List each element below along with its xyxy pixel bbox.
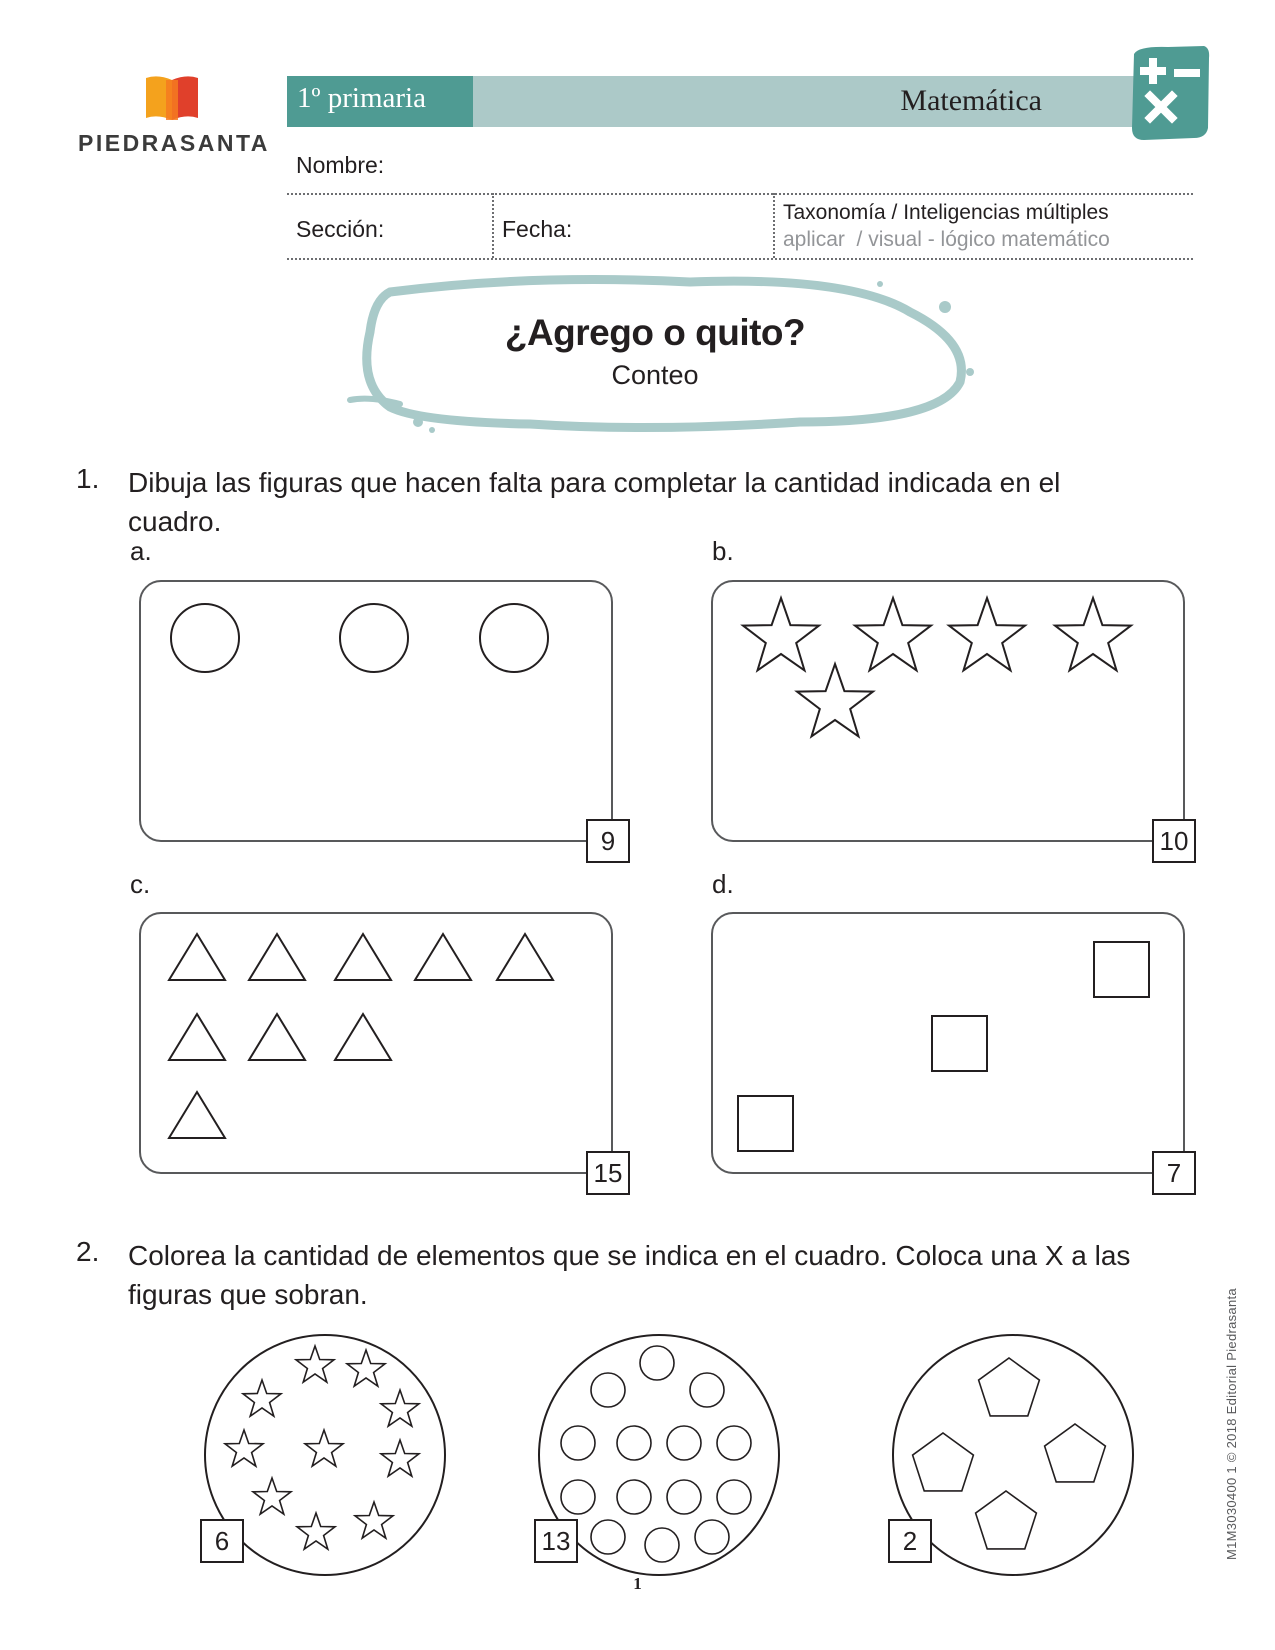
item-letter: b.: [712, 536, 734, 566]
divider: [773, 193, 775, 258]
question-number: 1.: [76, 463, 100, 494]
publisher-name: PIEDRASANTA: [78, 130, 270, 156]
circle-shape: [617, 1426, 651, 1460]
triangle-shape: [249, 934, 305, 980]
square-shape: [1094, 942, 1149, 997]
circle-shapes: [141, 582, 611, 840]
copyright-text: M1M3030400 1 © 2018 Editorial Piedrasanta: [1224, 1288, 1239, 1560]
question-instruction: Colorea la cantidad de elementos que se indica en el cuadro. Coloca una X a las figuras que sobran.: [128, 1240, 1131, 1310]
drawing-box-d[interactable]: [711, 912, 1185, 1174]
circle-shape: [171, 604, 239, 672]
circle-shape: [667, 1426, 701, 1460]
drawing-box-c[interactable]: [139, 912, 613, 1174]
star-shape: [381, 1390, 419, 1426]
section-label: Sección:: [296, 216, 385, 242]
drawing-box-a[interactable]: [139, 580, 613, 842]
triangle-shape: [415, 934, 471, 980]
star-shape: [743, 598, 819, 670]
star-shape: [296, 1346, 334, 1382]
triangle-shape: [249, 1014, 305, 1060]
grade-badge: [287, 76, 473, 127]
star-shape: [797, 664, 873, 736]
circle-shape: [695, 1520, 729, 1554]
star-shape: [355, 1502, 393, 1538]
target-number-box: 10: [1152, 819, 1196, 863]
page-number: 1: [633, 1574, 642, 1593]
triangle-shape: [335, 934, 391, 980]
circle-shape: [591, 1373, 625, 1407]
date-label: Fecha:: [502, 216, 573, 242]
circle-shape: [717, 1480, 751, 1514]
divider: [287, 193, 1193, 195]
triangle-shapes: [141, 914, 611, 1172]
drawing-box-b[interactable]: [711, 580, 1185, 842]
target-number-box: 9: [586, 819, 630, 863]
circle-shape: [690, 1373, 724, 1407]
target-number-box: 13: [534, 1519, 578, 1563]
target-number-box: 7: [1152, 1151, 1196, 1195]
brush-frame-icon: [330, 272, 980, 442]
pentagon-shape: [1045, 1424, 1106, 1482]
grade-label: 1º primaria: [297, 82, 426, 114]
star-shape: [305, 1430, 343, 1466]
circle-shape: [561, 1426, 595, 1460]
plus-minus-times-icon: [1128, 44, 1212, 144]
target-number-box: 6: [200, 1519, 244, 1563]
name-label: Nombre:: [296, 152, 385, 178]
taxonomy-values: aplicar / visual - lógico matemático: [783, 228, 1110, 251]
circle-shape: [617, 1480, 651, 1514]
pentagon-shape: [913, 1433, 974, 1491]
triangle-shape: [169, 934, 225, 980]
target-number-box: 15: [586, 1151, 630, 1195]
divider: [492, 193, 494, 258]
circle-shape: [640, 1346, 674, 1380]
taxonomy-heading: Taxonomía / Inteligencias múltiples: [783, 201, 1109, 224]
star-shape: [225, 1430, 263, 1466]
circle-shape: [561, 1480, 595, 1514]
triangle-shape: [169, 1014, 225, 1060]
item-letter: a.: [130, 536, 152, 566]
star-shape: [297, 1513, 335, 1549]
square-shape: [932, 1016, 987, 1071]
triangle-shape: [169, 1092, 225, 1138]
star-shape: [855, 598, 931, 670]
pentagon-shape: [979, 1358, 1040, 1416]
title-banner: [330, 272, 980, 442]
star-shape: [253, 1478, 291, 1514]
worksheet-subtitle: Conteo: [611, 360, 699, 390]
circle-shape: [645, 1528, 679, 1562]
question-number: 2.: [76, 1236, 100, 1267]
question-instruction: Dibuja las figuras que hacen falta para completar la cantidad indicada en el cuadro.: [128, 467, 1061, 537]
triangle-shape: [335, 1014, 391, 1060]
square-shapes: [713, 914, 1183, 1172]
star-shape: [243, 1380, 281, 1416]
worksheet-title: ¿Agrego o quito?: [504, 312, 806, 353]
item-letter: d.: [712, 869, 734, 899]
star-shape: [347, 1350, 385, 1386]
star-shapes: [713, 582, 1183, 840]
star-shape: [949, 598, 1025, 670]
triangle-shape: [497, 934, 553, 980]
divider: [287, 258, 1193, 260]
pentagon-shape: [976, 1491, 1037, 1549]
square-shape: [738, 1096, 793, 1151]
publisher-logo: [78, 74, 268, 164]
circle-shape: [480, 604, 548, 672]
star-shape: [1055, 598, 1131, 670]
circle-shape: [667, 1480, 701, 1514]
circle-shape: [591, 1520, 625, 1554]
book-logo-icon: [78, 74, 268, 130]
circle-shape: [340, 604, 408, 672]
circle-shape: [717, 1426, 751, 1460]
item-letter: c.: [130, 869, 151, 899]
star-shape: [381, 1440, 419, 1476]
subject-title: Matemática: [900, 84, 1042, 117]
target-number-box: 2: [888, 1519, 932, 1563]
